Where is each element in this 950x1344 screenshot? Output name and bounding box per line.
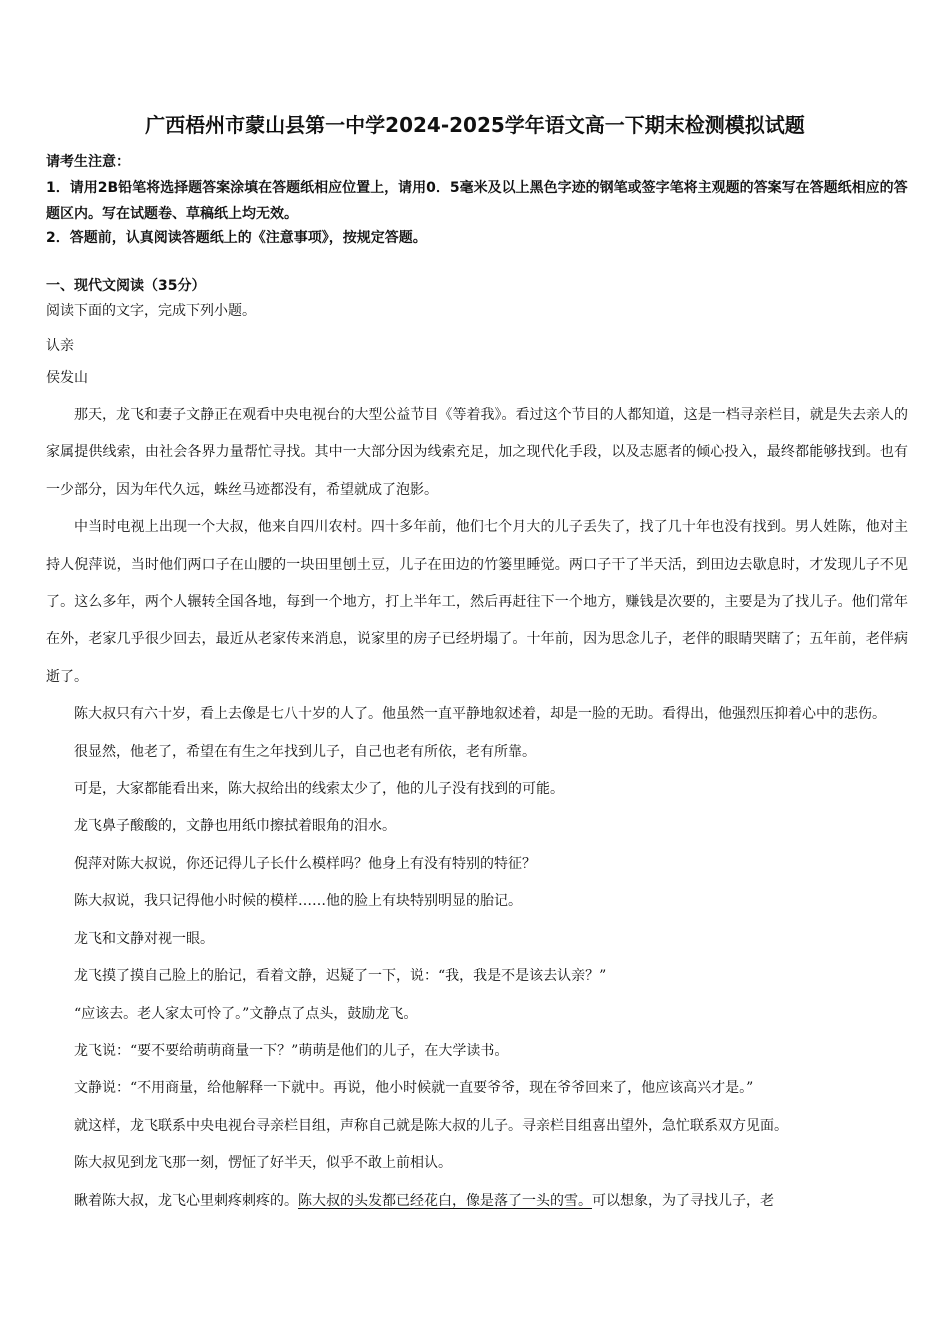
story-paragraph: 那天，龙飞和妻子文静正在观看中央电视台的大型公益节目《等着我》。看过这个节目的人都知道，这是一档寻亲栏目，就是失去亲人的家属提供线索，由社会各界力量帮忙寻找。其中一大部分因为线索充足，加之现代化手段，以及志愿者的倾心投入，最终都能够找到。也有一少部分，因为年代久远，蛛丝马迹都没有，希望就成了泡影。 xyxy=(46,407,908,498)
notice-item-1: 1．请用2B铅笔将选择题答案涂填在答题纸相应位置上，请用0．5毫米及以上黑色字迹的钢笔或签字笔将主观题的答案写在答题纸相应的答题区内。写在试题卷、草稿纸上均无效。 xyxy=(46,180,908,222)
section-heading: 一、现代文阅读（35分） xyxy=(46,278,206,294)
section-instruction: 阅读下面的文字，完成下列小题。 xyxy=(46,303,256,319)
story-paragraph: 龙飞鼻子酸酸的，文静也用纸巾擦拭着眼角的泪水。 xyxy=(74,818,396,835)
story-title: 认亲 xyxy=(46,338,74,354)
story-paragraph: 中当时电视上出现一个大叔，他来自四川农村。四十多年前，他们七个月大的儿子丢失了，找了几十年也没有找到。男人姓陈，他对主持人倪萍说，当时他们两口子在山腰的一块田里刨土豆，儿子在田边的竹篓里睡觉。两口子干了半天活，到田边去歇息时，才发现儿子不见了。这么多年，两个人辗转全国各地，每到一个地方，打上半年工，然后再赶往下一个地方，赚钱是次要的，主要是为了找儿子。他们常年在外，老家几乎很少回去，最近从老家传来消息，说家里的房子已经坍塌了。十年前，因为思念儿子，老伴的眼睛哭瞎了；五年前，老伴病逝了。 xyxy=(46,519,908,685)
notice-item-2: 2．答题前，认真阅读答题纸上的《注意事项》，按规定答题。 xyxy=(46,230,427,246)
story-paragraph: 倪萍对陈大叔说，你还记得儿子长什么模样吗？他身上有没有特别的特征？ xyxy=(74,855,536,872)
story-author: 侯发山 xyxy=(46,370,88,386)
last-paragraph-end: 可以想象，为了寻找儿子，老 xyxy=(592,1192,774,1209)
story-paragraph: 龙飞摸了摸自己脸上的胎记，看着文静，迟疑了一下，说：“我，我是不是该去认亲？” xyxy=(74,968,607,985)
exam-title: 广西梧州市蒙山县第一中学2024-2025学年语文高一下期末检测模拟试题 xyxy=(145,113,805,137)
story-paragraph: 很显然，他老了，希望在有生之年找到儿子，自己也老有所依，老有所靠。 xyxy=(74,743,536,760)
story-paragraph: 龙飞和文静对视一眼。 xyxy=(74,930,214,947)
story-paragraph: 就这样，龙飞联系中央电视台寻亲栏目组，声称自己就是陈大叔的儿子。寻亲栏目组喜出望外，急忙联系双方见面。 xyxy=(74,1117,788,1134)
story-paragraph: 龙飞说：“要不要给萌萌商量一下？”萌萌是他们的儿子，在大学读书。 xyxy=(74,1042,509,1059)
notice-heading: 请考生注意： xyxy=(46,154,130,170)
story-paragraph: 文静说：“不用商量，给他解释一下就中。再说，他小时候就一直要爷爷，现在爷爷回来了，他应该高兴才是。” xyxy=(74,1080,754,1097)
story-paragraph: 陈大叔只有六十岁，看上去像是七八十岁的人了。他虽然一直平静地叙述着，却是一脸的无助。看得出，他强烈压抑着心中的悲伤。 xyxy=(74,706,886,723)
story-body xyxy=(46,397,908,1220)
story-paragraph: 陈大叔见到龙飞那一刻，愣怔了好半天，似乎不敢上前相认。 xyxy=(74,1155,452,1172)
story-paragraph-last xyxy=(46,1183,908,1220)
story-paragraph: 陈大叔说，我只记得他小时候的模样……他的脸上有块特别明显的胎记。 xyxy=(74,893,522,910)
story-paragraph: “应该去。老人家太可怜了。”文静点了点头，鼓励龙飞。 xyxy=(74,1005,418,1022)
last-paragraph-start: 瞅着陈大叔，龙飞心里刺疼刺疼的。 xyxy=(74,1192,298,1209)
story-paragraph: 可是，大家都能看出来，陈大叔给出的线索太少了，他的儿子没有找到的可能。 xyxy=(74,781,564,798)
underlined-sentence: 陈大叔的头发都已经花白，像是落了一头的雪。 xyxy=(298,1192,592,1209)
